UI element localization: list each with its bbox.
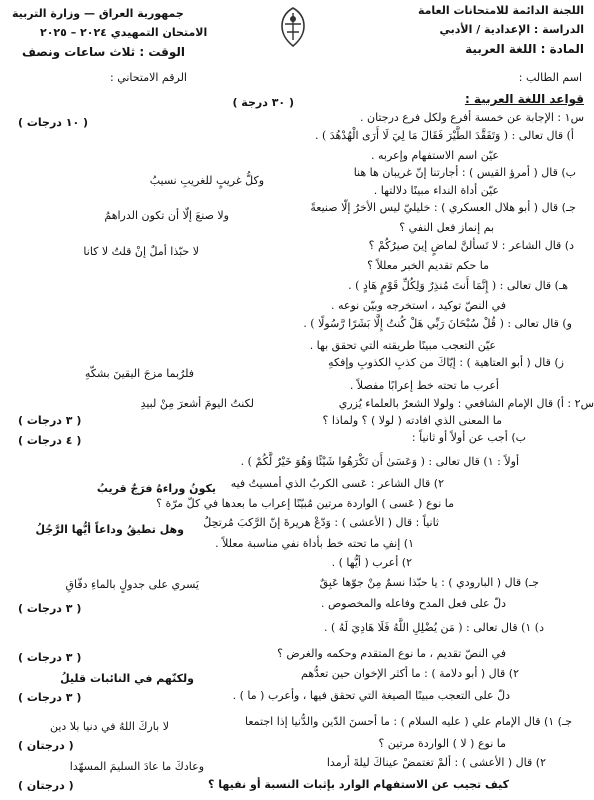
q1-g-poem-first: ز) قال ( أبو العتاهية ) : إيّاكَ من كذبِ الكذوبِ وإفكهِ bbox=[328, 356, 564, 369]
ministry-name: وزارة التربية bbox=[12, 7, 81, 20]
q2-e1-task: ما نوع ( لا ) الواردة مرتين ؟ bbox=[378, 737, 506, 750]
q2-d-task: في النصّ تقديم ، ما نوع المتقدم وحكمه والغرض ؟ bbox=[277, 647, 506, 660]
q2-first-verse: أولاً : ١) قال تعالى : ( وَعَسَىٰ أَن تَكْرَهُوا شَيْئًا وَهُوَ خَيْرٌ لَّكُمْ ) . bbox=[240, 455, 519, 468]
q2-c-poem-first: جـ) قال ( البارودي ) : يا حبّذا نسمٌ مِنْ جوّها عَبِقٌ bbox=[319, 576, 539, 589]
exam-title: الامتحان التمهيدي ٢٠٢٤ – ٢٠٢٥ bbox=[40, 26, 208, 39]
q2-e2-task: كيف تجيب عن الاستفهام الوارد بإثبات النسبة أو نفيها ؟ bbox=[208, 778, 509, 791]
q1-marks: ( ١٠ درجات ) bbox=[18, 116, 89, 129]
ministry-line: جمهورية العراق — وزارة التربية bbox=[12, 7, 184, 20]
q2-second-poem-second: وهل تطيقُ وداعاً أيُّها الرَّجُلُ bbox=[35, 523, 184, 536]
q2-e1-marks: ( درجتان ) bbox=[18, 739, 74, 752]
q2-a-marks: ( ٣ درجات ) bbox=[18, 414, 82, 427]
q1-c-poem-second: ولا صنعَ إلّا أن تكون الدراهمُ bbox=[104, 209, 229, 222]
student-name-label: اسم الطالب : bbox=[518, 71, 582, 84]
exam-number-label: الرقم الامتحاني : bbox=[110, 71, 187, 84]
iraq-emblem-icon bbox=[272, 4, 314, 50]
q2-e1-poem-first: جـ) ١) قال الإمام علي ( عليه السلام ) : ما أحسنَ الدّين والدُّنيا إذا اجتمعا bbox=[245, 715, 572, 728]
q1-e-verse: هـ) قال تعالى : ( إِنَّمَا أَنتَ مُنذِرٌ وَلِكُلِّ قَوْمٍ هَادٍ ) . bbox=[348, 279, 568, 292]
q2-d-verse: د) ١) قال تعالى : ( مَن يُضْلِلِ اللَّهُ فَلَا هَادِيَ لَهُ ) . bbox=[323, 621, 544, 634]
q1-g-task: أعرب ما تحته خط إعرابًا مفصلاً . bbox=[349, 379, 499, 392]
country-name: جمهورية العراق bbox=[98, 7, 184, 20]
section-marks: ( ٣٠ درجة ) bbox=[232, 96, 294, 109]
q1-f-task: عيّن التعجب مبينًا طريقته التي تحقق بها . bbox=[309, 339, 496, 352]
q2-first-poem-first: ٢) قال الشاعر : عَسى الكربُ الذي أمسيتُ فيه bbox=[230, 477, 444, 490]
q2-first-task: ما نوع ( عَسى ) الواردة مرتين مُبيّنًا إعراب ما بعدها في كلّ مرّة ؟ bbox=[156, 497, 454, 510]
q2-e2-marks: ( درجتان ) bbox=[18, 779, 74, 792]
q1-a-verse: أ) قال تعالى : ( وَتَفَقَّدَ الطَّيْرَ فَقَالَ مَا لِيَ لَا أَرَى الْهُدْهُدَ ) . bbox=[314, 129, 574, 142]
q2-second-task-1: ١) إنفِ ما تحته خط بأداة نفي مناسبة معللاً . bbox=[215, 537, 414, 550]
committee-name: اللجنة الدائمة للامتحانات العامة bbox=[417, 4, 584, 17]
q1-d-task: ما حكم تقديم الخبر معللاً ؟ bbox=[367, 259, 489, 272]
q1-f-verse: و) قال تعالى : ( قُلْ سُبْحَانَ رَبِّي هَلْ كُنتُ إِلَّا بَشَرًا رَّسُولًا ) . bbox=[303, 317, 572, 330]
q2-a-poem-first: س٢ : أ) قال الإمام الشافعي : ولولا الشعرُ بالعلماء يُزري bbox=[338, 397, 594, 410]
q2-a-poem-second: لكنتُ اليومَ أشعرَ مِنْ لبيدِ bbox=[140, 397, 254, 410]
q1-b-poem-first: ب) قال ( أمرؤ القيس ) : أجارتنا إنّ غريبان ها هنا bbox=[353, 166, 576, 179]
q1-d-poem-first: د) قال الشاعر : لا تَسألنَّ لماضٍ إينَ صيرُكُمْ ؟ bbox=[368, 239, 574, 252]
q2-d2-poem-second: ولكنّهم في النائبات قليلُ bbox=[60, 672, 194, 685]
q1-a-task: عيّن اسم الاستفهام وإعربه . bbox=[371, 149, 499, 162]
q2-e2-poem-first: ٢) قال ( الأعشى ) : ألمْ تغتمضْ عيناكَ ليلةَ أرمدا bbox=[326, 756, 546, 769]
q2-d2-task: دلّ على التعجب مبينًا الصيغة التي تحقق فيها ، وأعرب ( ما ) . bbox=[232, 689, 510, 702]
q2-second-poem-first: ثانياً : قال ( الأعشى ) : وَدّعْ هريرةَ إنّ الرَّكبَ مُرتحِلُ bbox=[203, 516, 439, 529]
q2-second-task-2: ٢) أعرب ( أيُّها ) . bbox=[331, 556, 412, 569]
q1-instruction: س١ : الإجابة عن خمسة أفرع ولكل فرع درجتان . bbox=[360, 111, 584, 124]
q1-g-poem-second: فلرُبما مزجَ اليقينَ بشكّهِ bbox=[84, 367, 194, 380]
q2-c-marks: ( ٣ درجات ) bbox=[18, 602, 82, 615]
q2-d1-marks: ( ٣ درجات ) bbox=[18, 651, 82, 664]
section-title: قواعد اللغة العربية : bbox=[464, 92, 584, 106]
q1-c-poem-first: جـ) قال ( أبو هلال العسكري ) : خليليّ ليس الأخرُ إلّا صنيعةً bbox=[310, 201, 576, 214]
q1-b-task: عيّن أداة النداء مبينًا دلالتها . bbox=[373, 184, 499, 197]
q1-d-poem-second: لا حبّذا أملٌ إنْ قلتُ لا كانا bbox=[83, 245, 199, 258]
stage-label: الدراسة : الإعدادية / الأدبي bbox=[439, 23, 584, 36]
exam-time: الوقت : ثلاث ساعات ونصف bbox=[22, 45, 186, 59]
q2-c-poem-second: يَسري على جدولٍ بالماءِ دفّاقِ bbox=[65, 578, 199, 591]
q2-e2-poem-second: وعادكَ ما عادَ السليمَ المسهّدا bbox=[69, 760, 204, 773]
q2-d2-poem-first: ٢) قال ( أبو دلامة ) : ما أكثر الإخوان حين تعدُّهم bbox=[301, 667, 519, 680]
q2-b-marks: ( ٤ درجات ) bbox=[18, 434, 82, 447]
q2-d2-marks: ( ٣ درجات ) bbox=[18, 691, 82, 704]
q1-e-task: في النصّ توكيد ، استخرجه وبيّن نوعه . bbox=[331, 299, 506, 312]
q2-e1-poem-second: لا باركَ اللهُ في دنيا بلا دين bbox=[49, 720, 169, 733]
q2-c-task: دلّ على فعل المدح وفاعله والمخصوص . bbox=[320, 597, 506, 610]
subject-label: المادة : اللغة العربية bbox=[465, 42, 584, 56]
q2-a-task: ما المعنى الذي افادته ( لولا ) ؟ ولماذا ؟ bbox=[322, 414, 502, 427]
q1-b-poem-second: وكلُّ غريبٍ للغريبِ نسيبُ bbox=[149, 174, 264, 187]
q2-first-poem-second: يكونُ وراءهُ فرَجٌ قريبُ bbox=[96, 482, 216, 495]
q2-b-instruction: ب) أجب عن أولاً أو ثانياً : bbox=[411, 431, 526, 444]
q1-c-task: بم إنماز فعل النفي ؟ bbox=[399, 221, 494, 234]
